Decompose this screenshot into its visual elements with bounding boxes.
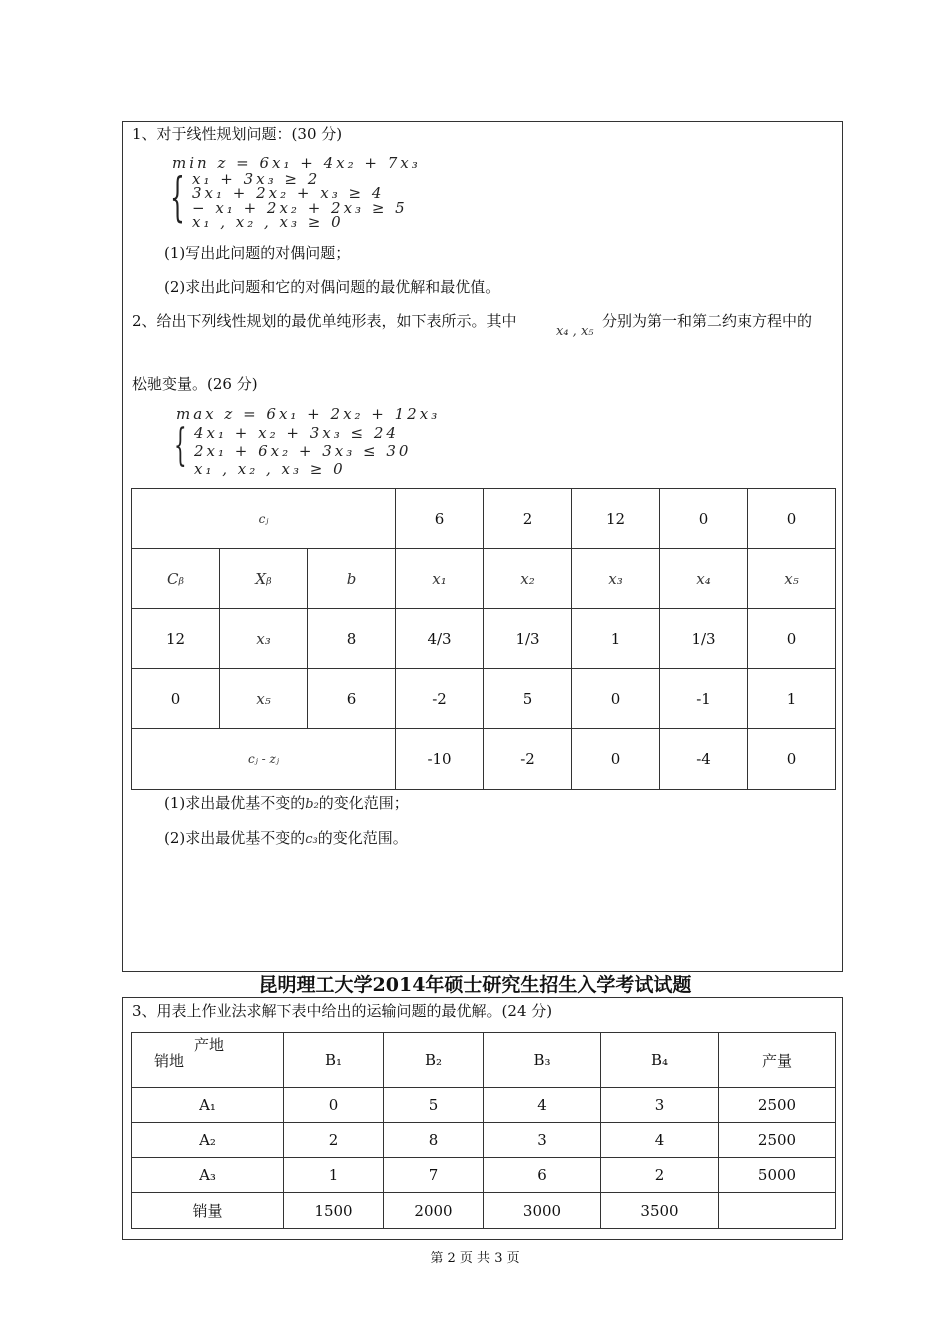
table-cell: 5 xyxy=(384,1088,484,1123)
table-row xyxy=(132,1123,836,1158)
q2-constraint-2: 2x₁ + 6x₂ + 3x₃ ≤ 30 xyxy=(194,442,412,460)
table-cell: 8 xyxy=(308,609,396,669)
table-cell xyxy=(719,1193,836,1229)
q2-part1-var: b₂ xyxy=(305,797,319,812)
q2-text-b: 分别为第一和第二约束方程中的 xyxy=(602,312,813,330)
reduced-cost-value: 0 xyxy=(572,729,660,790)
q2-part1-text-a: (1)求出最优基不变的 xyxy=(164,794,306,812)
reduced-cost-value: -4 xyxy=(660,729,748,790)
table-cell: 4 xyxy=(601,1123,719,1158)
row-label: A₁ xyxy=(132,1088,284,1123)
table-cell: 1500 xyxy=(284,1193,384,1229)
q2-part2-var: c₃ xyxy=(305,832,318,847)
q1-part1: (1)写出此问题的对偶问题； xyxy=(164,244,351,262)
q2-part2-text-b: 的变化范围。 xyxy=(317,829,408,847)
table-cell: x₃ xyxy=(220,609,308,669)
corner-cell xyxy=(132,1033,284,1088)
cj-value: 0 xyxy=(748,489,836,549)
table-row xyxy=(132,1158,836,1193)
cj-value: 2 xyxy=(484,489,572,549)
table-row xyxy=(132,1193,836,1229)
table-cell: 0 xyxy=(572,669,660,729)
q2-constraint-3: x₁ , x₂ , x₃ ≥ 0 xyxy=(194,460,346,478)
column-header: B₄ xyxy=(601,1033,719,1088)
column-header: B₂ xyxy=(384,1033,484,1088)
corner-bottom-label: 销地 xyxy=(154,1052,185,1070)
header-b: b xyxy=(308,549,396,609)
table-cell: 1/3 xyxy=(484,609,572,669)
q1-objective: min z = 6x₁ + 4x₂ + 7x₃ xyxy=(172,154,421,172)
table-cell: 6 xyxy=(484,1158,601,1193)
cj-label: cⱼ xyxy=(132,489,396,549)
q2-slack-vars: x₄ , x₅ xyxy=(556,324,594,339)
table-cell: 5000 xyxy=(719,1158,836,1193)
reduced-cost-value: -10 xyxy=(396,729,484,790)
cj-value: 0 xyxy=(660,489,748,549)
table-cell: 12 xyxy=(132,609,220,669)
table-cell: 7 xyxy=(384,1158,484,1193)
header-xb: Xᵦ xyxy=(220,549,308,609)
table-row xyxy=(132,609,836,669)
header-var: x₁ xyxy=(396,549,484,609)
transport-table xyxy=(131,1032,836,1229)
q1-part2: (2)求出此问题和它的对偶问题的最优解和最优值。 xyxy=(164,278,501,296)
table-cell: 1 xyxy=(748,669,836,729)
table-cell: 3500 xyxy=(601,1193,719,1229)
header-var: x₃ xyxy=(572,549,660,609)
table-cell: -2 xyxy=(396,669,484,729)
header-cb: Cᵦ xyxy=(132,549,220,609)
cj-value: 6 xyxy=(396,489,484,549)
table-row xyxy=(132,1088,836,1123)
table-row xyxy=(132,669,836,729)
q3-title: 3、用表上作业法求解下表中给出的运输问题的最优解。(24 分) xyxy=(132,1002,553,1020)
table-cell: x₅ xyxy=(220,669,308,729)
table-cell: 0 xyxy=(748,609,836,669)
q2-text-a: 2、给出下列线性规划的最优单纯形表，如下表所示。其中 xyxy=(132,312,517,330)
table-cell: 2500 xyxy=(719,1088,836,1123)
q1-constraint-2: 3x₁ + 2x₂ + x₃ ≥ 4 xyxy=(192,184,385,202)
q1-constraint-4: x₁ , x₂ , x₃ ≥ 0 xyxy=(192,213,344,231)
column-header: 产量 xyxy=(719,1033,836,1088)
table-cell: 0 xyxy=(132,669,220,729)
table-cell: 1 xyxy=(284,1158,384,1193)
table-cell: 1 xyxy=(572,609,660,669)
table-cell: 6 xyxy=(308,669,396,729)
q2-part1-text-b: 的变化范围； xyxy=(318,794,409,812)
header-var: x₂ xyxy=(484,549,572,609)
demand-label: 销量 xyxy=(132,1193,284,1229)
q2-part2 xyxy=(164,828,408,850)
exam-header: 昆明理工大学2014年硕士研究生招生入学考试试题 xyxy=(258,974,692,996)
header-var: x₄ xyxy=(660,549,748,609)
table-cell: 8 xyxy=(384,1123,484,1158)
row-label: A₂ xyxy=(132,1123,284,1158)
reduced-cost-label: cⱼ - zⱼ xyxy=(132,729,396,790)
cj-value: 12 xyxy=(572,489,660,549)
reduced-cost-value: -2 xyxy=(484,729,572,790)
table-cell: 4 xyxy=(484,1088,601,1123)
page-footer: 第 2 页 共 3 页 xyxy=(430,1251,520,1266)
table-cell: 2 xyxy=(601,1158,719,1193)
table-cell: 3 xyxy=(484,1123,601,1158)
table-cell: 2000 xyxy=(384,1193,484,1229)
table-cell: 1/3 xyxy=(660,609,748,669)
q1-title: 1、对于线性规划问题：(30 分) xyxy=(132,125,343,143)
table-cell: 3 xyxy=(601,1088,719,1123)
q1-brace: { xyxy=(170,168,185,228)
table-cell: -1 xyxy=(660,669,748,729)
q2-constraint-1: 4x₁ + x₂ + 3x₃ ≤ 24 xyxy=(194,424,399,442)
table-cell: 5 xyxy=(484,669,572,729)
q2-part2-text-a: (2)求出最优基不变的 xyxy=(164,829,306,847)
column-header: B₃ xyxy=(484,1033,601,1088)
q2-part1 xyxy=(164,793,409,815)
q2-brace: { xyxy=(174,420,187,471)
corner-top-label: 产地 xyxy=(194,1036,225,1054)
table-cell: 2 xyxy=(284,1123,384,1158)
table-cell: 4/3 xyxy=(396,609,484,669)
simplex-table xyxy=(131,488,836,790)
q1-constraint-1: x₁ + 3x₃ ≥ 2 xyxy=(192,170,321,188)
table-cell: 0 xyxy=(284,1088,384,1123)
q2-text-c: 松驰变量。(26 分) xyxy=(132,375,258,393)
row-label: A₃ xyxy=(132,1158,284,1193)
q2-objective: max z = 6x₁ + 2x₂ + 12x₃ xyxy=(176,405,441,423)
column-header: B₁ xyxy=(284,1033,384,1088)
reduced-cost-value: 0 xyxy=(748,729,836,790)
table-cell: 2500 xyxy=(719,1123,836,1158)
table-cell: 3000 xyxy=(484,1193,601,1229)
q1-constraint-3: − x₁ + 2x₂ + 2x₃ ≥ 5 xyxy=(192,199,408,217)
header-var: x₅ xyxy=(748,549,836,609)
